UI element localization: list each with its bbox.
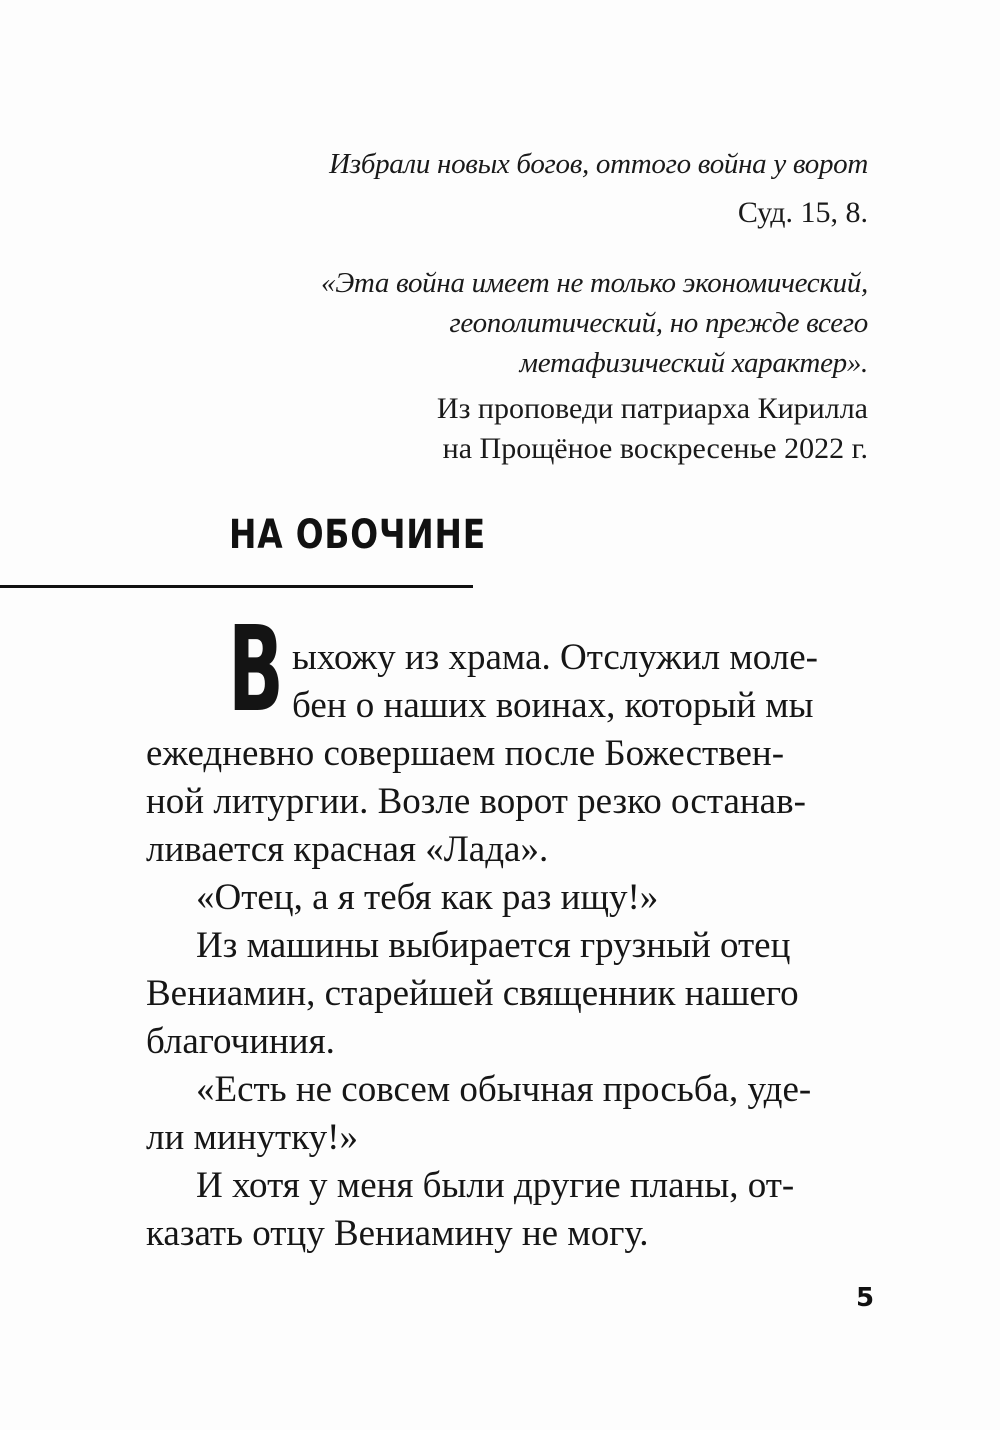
epigraph-quote-line: метафизический характер». [519, 347, 868, 379]
body-line: ли минутку!» [146, 1117, 358, 1158]
chapter-title: НА ОБОЧИНЕ [229, 512, 487, 558]
epigraph-source-line: на Прощёное воскресенье 2022 г. [442, 432, 868, 465]
body-line: казать отцу Вениамину не могу. [146, 1213, 649, 1254]
epigraph-quote-line: «Эта война имеет не только экономический, [321, 267, 868, 299]
drop-cap: В [228, 600, 284, 738]
body-line: «Отец, а я тебя как раз ищу!» [196, 877, 659, 918]
body-line: благочиния. [146, 1021, 335, 1062]
chapter-rule [0, 585, 473, 588]
body-line: ливается красная «Лада». [146, 829, 549, 870]
body-line: «Есть не совсем обычная просьба, уде- [196, 1069, 812, 1110]
body-line: И хотя у меня были другие планы, от- [196, 1165, 795, 1206]
body-line: Из машины выбирается грузный отец [196, 925, 791, 966]
body-line: ежедневно совершаем после Божествен- [146, 733, 785, 774]
body-line: бен о наших воинах, который мы [292, 685, 814, 726]
epigraph-quote: Избрали новых богов, оттого война у ворот [329, 148, 868, 180]
epigraph-source: Суд. 15, 8. [737, 196, 868, 229]
page-number: 5 [856, 1283, 875, 1313]
epigraph-source-line: Из проповеди патриарха Кирилла [436, 392, 868, 425]
body-line: ной литургии. Возле ворот резко останав- [146, 781, 806, 822]
epigraph-quote-line: геополитический, но прежде всего [449, 307, 868, 339]
body-line: ыхожу из храма. Отслужил моле- [292, 637, 818, 678]
body-line: Вениамин, старейшей священник нашего [146, 973, 799, 1014]
